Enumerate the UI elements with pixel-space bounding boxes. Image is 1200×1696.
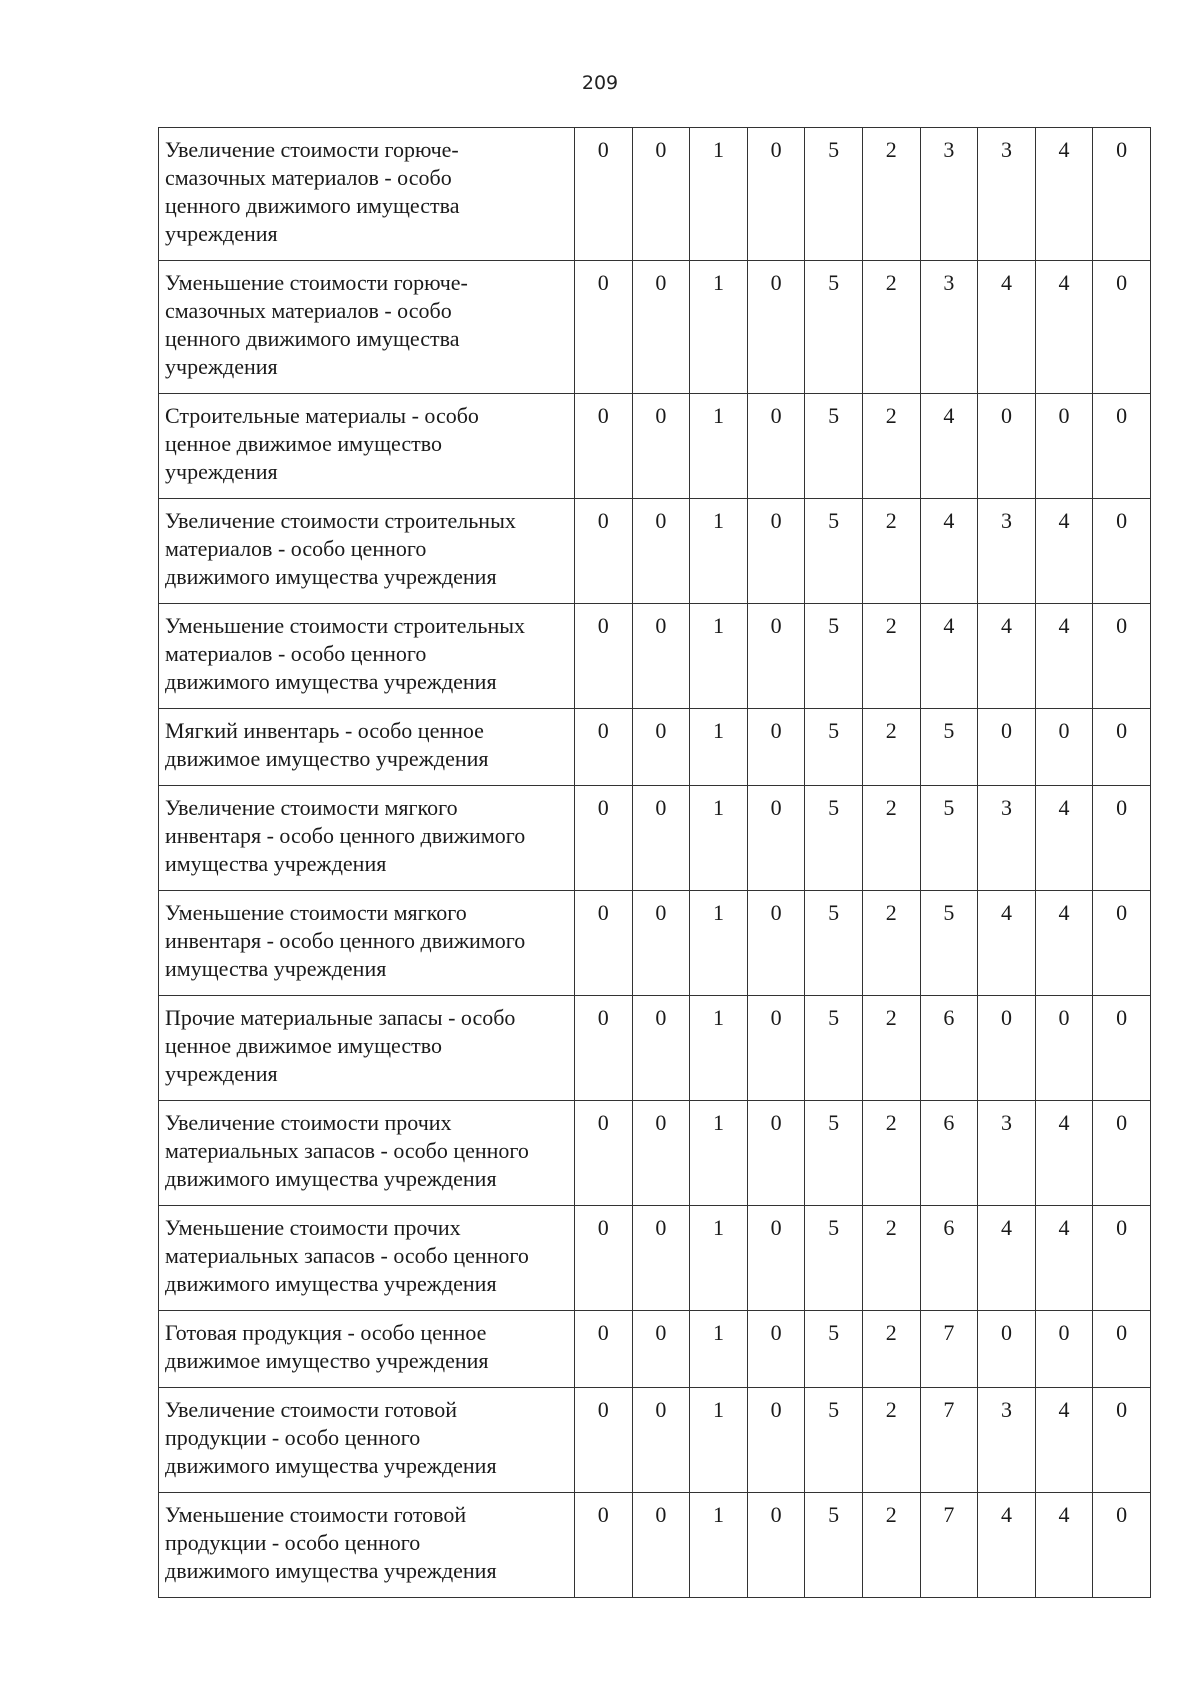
code-digit-cell: 4 <box>1035 128 1093 261</box>
code-digit-cell: 0 <box>747 1206 805 1311</box>
code-digit-cell: 0 <box>1093 499 1151 604</box>
code-digit-cell: 0 <box>632 996 690 1101</box>
account-name-line: Уменьшение стоимости строительных <box>165 613 526 638</box>
account-name-line: ценного движимого имущества <box>165 326 460 351</box>
code-digit-cell: 1 <box>690 1388 748 1493</box>
account-name-line: инвентаря - особо ценного движимого <box>165 823 526 848</box>
account-name-cell <box>159 394 575 499</box>
table-row <box>159 891 1151 996</box>
code-digit-cell: 0 <box>747 499 805 604</box>
code-digit-cell: 0 <box>1093 1311 1151 1388</box>
code-digit-cell: 6 <box>920 1206 978 1311</box>
code-digit-cell: 0 <box>1035 394 1093 499</box>
code-digit-cell: 5 <box>805 891 863 996</box>
code-digit-cell: 4 <box>920 394 978 499</box>
code-digit-cell: 0 <box>632 1388 690 1493</box>
code-digit-cell: 5 <box>805 1311 863 1388</box>
code-digit-cell: 0 <box>747 1311 805 1388</box>
page-number: 209 <box>581 72 619 94</box>
account-name-line: движимого имущества учреждения <box>165 1271 497 1296</box>
code-digit-cell: 0 <box>1093 1388 1151 1493</box>
table-row <box>159 394 1151 499</box>
table-row <box>159 1101 1151 1206</box>
account-name-cell <box>159 786 575 891</box>
code-digit-cell: 0 <box>1093 1493 1151 1598</box>
code-digit-cell: 3 <box>978 499 1036 604</box>
account-name-line: имущества учреждения <box>165 956 387 981</box>
code-digit-cell: 0 <box>747 786 805 891</box>
code-digit-cell: 0 <box>632 128 690 261</box>
code-digit-cell: 0 <box>747 128 805 261</box>
account-name-line: движимого имущества учреждения <box>165 1166 497 1191</box>
code-digit-cell: 4 <box>1035 604 1093 709</box>
table-row <box>159 1311 1151 1388</box>
code-digit-cell: 0 <box>575 394 633 499</box>
code-digit-cell: 0 <box>632 891 690 996</box>
account-name-line: Прочие материальные запасы - особо <box>165 1005 516 1030</box>
account-name-cell <box>159 709 575 786</box>
account-name-line: смазочных материалов - особо <box>165 298 452 323</box>
code-digit-cell: 5 <box>805 1206 863 1311</box>
table-row <box>159 1206 1151 1311</box>
account-name-line: Уменьшение стоимости мягкого <box>165 900 467 925</box>
code-digit-cell: 0 <box>1093 786 1151 891</box>
code-digit-cell: 0 <box>632 394 690 499</box>
table-row <box>159 1388 1151 1493</box>
code-digit-cell: 0 <box>747 1388 805 1493</box>
account-name-cell <box>159 499 575 604</box>
code-digit-cell: 0 <box>575 1101 633 1206</box>
code-digit-cell: 0 <box>747 891 805 996</box>
code-digit-cell: 1 <box>690 604 748 709</box>
code-digit-cell: 0 <box>1093 1206 1151 1311</box>
account-name-line: учреждения <box>165 459 278 484</box>
account-name-cell <box>159 1388 575 1493</box>
code-digit-cell: 0 <box>1093 891 1151 996</box>
code-digit-cell: 3 <box>920 128 978 261</box>
account-name-line: имущества учреждения <box>165 851 387 876</box>
account-name-line: Увеличение стоимости горюче- <box>165 137 459 162</box>
code-digit-cell: 0 <box>1093 261 1151 394</box>
code-digit-cell: 0 <box>1093 1101 1151 1206</box>
code-digit-cell: 0 <box>747 1101 805 1206</box>
code-digit-cell: 5 <box>920 786 978 891</box>
account-code-table <box>158 127 1151 1598</box>
code-digit-cell: 0 <box>575 996 633 1101</box>
table-row <box>159 786 1151 891</box>
code-digit-cell: 0 <box>632 709 690 786</box>
account-name-line: материалов - особо ценного <box>165 536 427 561</box>
code-digit-cell: 3 <box>978 128 1036 261</box>
code-digit-cell: 0 <box>575 786 633 891</box>
account-name-line: смазочных материалов - особо <box>165 165 452 190</box>
code-digit-cell: 6 <box>920 1101 978 1206</box>
code-digit-cell: 5 <box>805 1101 863 1206</box>
code-digit-cell: 4 <box>978 604 1036 709</box>
code-digit-cell: 4 <box>978 1493 1036 1598</box>
code-digit-cell: 5 <box>805 261 863 394</box>
account-name-cell <box>159 891 575 996</box>
code-digit-cell: 0 <box>978 394 1036 499</box>
code-digit-cell: 2 <box>862 786 920 891</box>
code-digit-cell: 4 <box>1035 786 1093 891</box>
code-digit-cell: 1 <box>690 1493 748 1598</box>
code-digit-cell: 5 <box>805 709 863 786</box>
code-digit-cell: 0 <box>632 604 690 709</box>
account-name-cell <box>159 261 575 394</box>
account-name-line: Уменьшение стоимости прочих <box>165 1215 461 1240</box>
account-name-line: движимого имущества учреждения <box>165 564 497 589</box>
code-digit-cell: 2 <box>862 1311 920 1388</box>
table-row <box>159 1493 1151 1598</box>
code-digit-cell: 4 <box>978 261 1036 394</box>
code-digit-cell: 1 <box>690 261 748 394</box>
code-digit-cell: 4 <box>1035 1388 1093 1493</box>
code-digit-cell: 3 <box>978 1388 1036 1493</box>
account-name-cell <box>159 604 575 709</box>
code-digit-cell: 0 <box>1093 996 1151 1101</box>
code-digit-cell: 2 <box>862 499 920 604</box>
code-digit-cell: 2 <box>862 709 920 786</box>
account-name-line: движимое имущество учреждения <box>165 746 489 771</box>
code-digit-cell: 5 <box>805 128 863 261</box>
code-digit-cell: 1 <box>690 394 748 499</box>
account-name-line: материальных запасов - особо ценного <box>165 1138 529 1163</box>
account-name-line: Уменьшение стоимости готовой <box>165 1502 467 1527</box>
code-digit-cell: 0 <box>632 1206 690 1311</box>
account-name-cell <box>159 1493 575 1598</box>
table-row <box>159 128 1151 261</box>
account-name-line: движимого имущества учреждения <box>165 1558 497 1583</box>
code-digit-cell: 0 <box>1035 996 1093 1101</box>
code-digit-cell: 2 <box>862 1493 920 1598</box>
code-digit-cell: 4 <box>920 604 978 709</box>
code-digit-cell: 0 <box>1035 709 1093 786</box>
account-name-line: Уменьшение стоимости горюче- <box>165 270 468 295</box>
account-name-cell <box>159 996 575 1101</box>
code-digit-cell: 0 <box>1035 1311 1093 1388</box>
code-digit-cell: 0 <box>747 709 805 786</box>
code-digit-cell: 0 <box>747 996 805 1101</box>
code-digit-cell: 2 <box>862 996 920 1101</box>
code-digit-cell: 0 <box>575 1493 633 1598</box>
code-digit-cell: 1 <box>690 709 748 786</box>
code-digit-cell: 0 <box>1093 128 1151 261</box>
code-digit-cell: 4 <box>1035 891 1093 996</box>
code-digit-cell: 2 <box>862 1101 920 1206</box>
account-name-line: Увеличение стоимости строительных <box>165 508 516 533</box>
code-digit-cell: 2 <box>862 261 920 394</box>
code-digit-cell: 1 <box>690 1206 748 1311</box>
code-digit-cell: 0 <box>632 261 690 394</box>
code-digit-cell: 0 <box>747 1493 805 1598</box>
code-digit-cell: 0 <box>747 394 805 499</box>
account-name-line: ценного движимого имущества <box>165 193 460 218</box>
code-digit-cell: 5 <box>805 1388 863 1493</box>
table-row <box>159 499 1151 604</box>
code-digit-cell: 7 <box>920 1311 978 1388</box>
code-digit-cell: 7 <box>920 1388 978 1493</box>
code-digit-cell: 2 <box>862 1388 920 1493</box>
account-name-line: материальных запасов - особо ценного <box>165 1243 529 1268</box>
account-name-cell <box>159 128 575 261</box>
account-name-line: Строительные материалы - особо <box>165 403 479 428</box>
code-digit-cell: 0 <box>1093 709 1151 786</box>
code-digit-cell: 0 <box>1093 394 1151 499</box>
code-digit-cell: 0 <box>575 1388 633 1493</box>
code-digit-cell: 1 <box>690 786 748 891</box>
code-digit-cell: 1 <box>690 128 748 261</box>
code-digit-cell: 3 <box>978 786 1036 891</box>
account-name-line: учреждения <box>165 354 278 379</box>
code-digit-cell: 5 <box>805 499 863 604</box>
code-digit-cell: 4 <box>978 1206 1036 1311</box>
table-row <box>159 996 1151 1101</box>
code-digit-cell: 0 <box>978 709 1036 786</box>
account-name-line: Увеличение стоимости готовой <box>165 1397 458 1422</box>
code-digit-cell: 1 <box>690 1311 748 1388</box>
account-name-line: учреждения <box>165 221 278 246</box>
code-digit-cell: 4 <box>978 891 1036 996</box>
code-digit-cell: 2 <box>862 1206 920 1311</box>
code-digit-cell: 0 <box>575 499 633 604</box>
account-name-line: инвентаря - особо ценного движимого <box>165 928 526 953</box>
code-digit-cell: 3 <box>978 1101 1036 1206</box>
code-digit-cell: 5 <box>805 786 863 891</box>
code-digit-cell: 2 <box>862 128 920 261</box>
account-name-line: Увеличение стоимости мягкого <box>165 795 458 820</box>
code-digit-cell: 4 <box>1035 499 1093 604</box>
account-name-line: продукции - особо ценного <box>165 1530 421 1555</box>
table-row <box>159 604 1151 709</box>
code-digit-cell: 4 <box>1035 1101 1093 1206</box>
code-digit-cell: 1 <box>690 891 748 996</box>
code-digit-cell: 1 <box>690 1101 748 1206</box>
code-digit-cell: 0 <box>632 1101 690 1206</box>
account-name-line: учреждения <box>165 1061 278 1086</box>
account-name-line: ценное движимое имущество <box>165 1033 442 1058</box>
table-row <box>159 261 1151 394</box>
code-digit-cell: 5 <box>805 996 863 1101</box>
account-name-cell <box>159 1101 575 1206</box>
code-digit-cell: 5 <box>805 1493 863 1598</box>
code-digit-cell: 4 <box>1035 1493 1093 1598</box>
code-digit-cell: 5 <box>920 709 978 786</box>
table-row <box>159 709 1151 786</box>
code-digit-cell: 5 <box>805 604 863 709</box>
code-digit-cell: 0 <box>1093 604 1151 709</box>
account-name-line: ценное движимое имущество <box>165 431 442 456</box>
code-digit-cell: 0 <box>978 1311 1036 1388</box>
code-digit-cell: 0 <box>747 261 805 394</box>
code-digit-cell: 5 <box>805 394 863 499</box>
code-digit-cell: 4 <box>1035 261 1093 394</box>
account-name-line: движимого имущества учреждения <box>165 669 497 694</box>
code-digit-cell: 7 <box>920 1493 978 1598</box>
code-digit-cell: 0 <box>632 1311 690 1388</box>
code-digit-cell: 4 <box>1035 1206 1093 1311</box>
code-digit-cell: 2 <box>862 891 920 996</box>
table-body <box>159 128 1151 1598</box>
account-name-line: движимого имущества учреждения <box>165 1453 497 1478</box>
account-name-cell <box>159 1311 575 1388</box>
account-name-line: продукции - особо ценного <box>165 1425 421 1450</box>
code-digit-cell: 1 <box>690 499 748 604</box>
code-digit-cell: 0 <box>575 1206 633 1311</box>
account-name-line: Увеличение стоимости прочих <box>165 1110 452 1135</box>
code-digit-cell: 0 <box>978 996 1036 1101</box>
account-name-line: движимое имущество учреждения <box>165 1348 489 1373</box>
account-name-cell <box>159 1206 575 1311</box>
account-name-line: Готовая продукция - особо ценное <box>165 1320 487 1345</box>
code-digit-cell: 0 <box>575 891 633 996</box>
code-digit-cell: 1 <box>690 996 748 1101</box>
code-digit-cell: 0 <box>632 1493 690 1598</box>
code-digit-cell: 0 <box>575 709 633 786</box>
code-digit-cell: 0 <box>747 604 805 709</box>
code-digit-cell: 2 <box>862 604 920 709</box>
code-digit-cell: 4 <box>920 499 978 604</box>
account-name-line: Мягкий инвентарь - особо ценное <box>165 718 484 743</box>
code-digit-cell: 0 <box>575 604 633 709</box>
code-digit-cell: 6 <box>920 996 978 1101</box>
code-digit-cell: 0 <box>632 499 690 604</box>
code-digit-cell: 3 <box>920 261 978 394</box>
account-name-line: материалов - особо ценного <box>165 641 427 666</box>
code-digit-cell: 5 <box>920 891 978 996</box>
code-digit-cell: 0 <box>575 261 633 394</box>
code-digit-cell: 0 <box>575 1311 633 1388</box>
code-digit-cell: 2 <box>862 394 920 499</box>
code-digit-cell: 0 <box>632 786 690 891</box>
code-digit-cell: 0 <box>575 128 633 261</box>
